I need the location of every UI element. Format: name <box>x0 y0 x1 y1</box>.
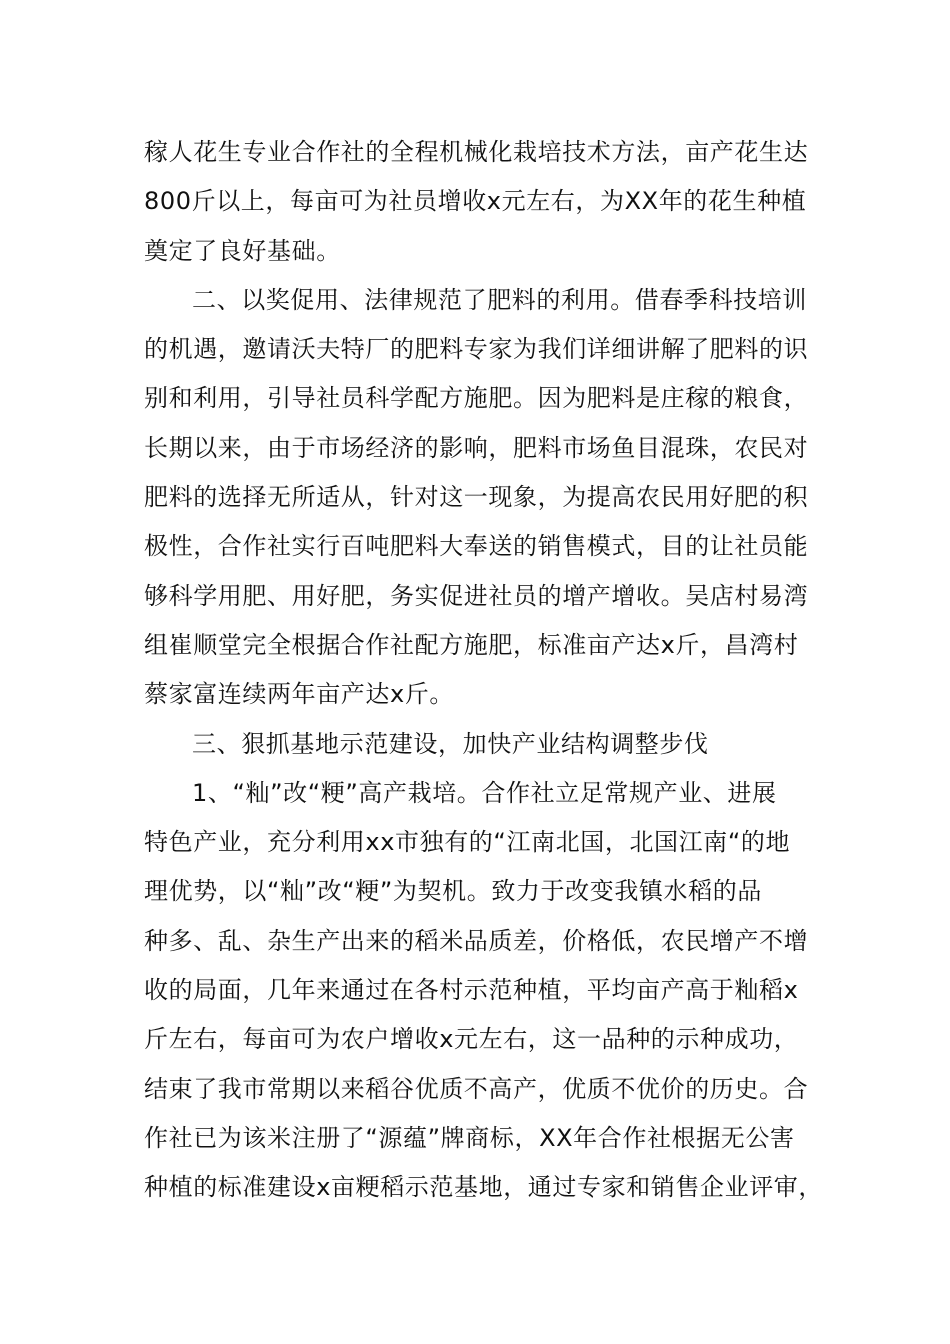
text-line: 奠定了良好基础。 <box>144 236 341 265</box>
text-line: 稼人花生专业合作社的全程机械化栽培技术方法，亩产花生达 <box>144 138 809 166</box>
text-line: 种植的标准建设x亩粳稻示范基地，通过专家和销售企业评审， <box>144 1173 824 1202</box>
text-line: 特色产业，充分利用xx市独有的“江南北国，北国江南“的地 <box>144 828 791 857</box>
text-line: 理优势，以“籼”改“粳”为契机。致力于改变我镇水稻的品 <box>144 877 762 906</box>
text-line: 收的局面，几年来通过在各村示范种植，平均亩产高于籼稻x <box>144 976 799 1005</box>
text-line: 极性，合作社实行百吨肥料大奉送的销售模式，目的让社员能 <box>144 532 809 561</box>
text-line: 蔡家富连续两年亩产达x斤。 <box>144 680 455 709</box>
section-heading-line: 三、狠抓基地示范建设，加快产业结构调整步伐 <box>192 729 709 758</box>
section-heading-line: 二、以奖促用、法律规范了肥料的利用。借春季科技培训 <box>192 285 807 314</box>
text-line: 长期以来，由于市场经济的影响，肥料市场鱼目混珠，农民对 <box>144 433 809 462</box>
body-text <box>144 128 824 1213</box>
text-line: 结束了我市常期以来稻谷优质不高产，优质不优价的历史。合 <box>144 1074 809 1103</box>
text-line: 斤左右，每亩可为农户增收x元左右，这一品种的示种成功， <box>144 1025 799 1054</box>
text-line: 肥料的选择无所适从，针对这一现象，为提高农民用好肥的积 <box>144 483 809 512</box>
text-line: 种多、乱、杂生产出来的稻米品质差，价格低，农民增产不增 <box>144 926 809 955</box>
text-line: 够科学用肥、用好肥，务实促进社员的增产增收。吴店村易湾 <box>144 581 809 610</box>
text-line: 组崔顺堂完全根据合作社配方施肥，标准亩产达x斤，昌湾村 <box>144 630 799 659</box>
text-line: 的机遇，邀请沃夫特厂的肥料专家为我们详细讲解了肥料的识 <box>144 335 809 364</box>
subsection-line: 1、“籼”改“粳”高产栽培。合作社立足常规产业、进展 <box>192 778 777 807</box>
text-line: 800斤以上，每亩可为社员增收x元左右，为XX年的花生种植 <box>144 187 807 216</box>
text-line: 别和利用，引导社员科学配方施肥。因为肥料是庄稼的粮食， <box>144 384 809 413</box>
text-line: 作社已为该米注册了“源蕴”牌商标，XX年合作社根据无公害 <box>144 1123 795 1152</box>
